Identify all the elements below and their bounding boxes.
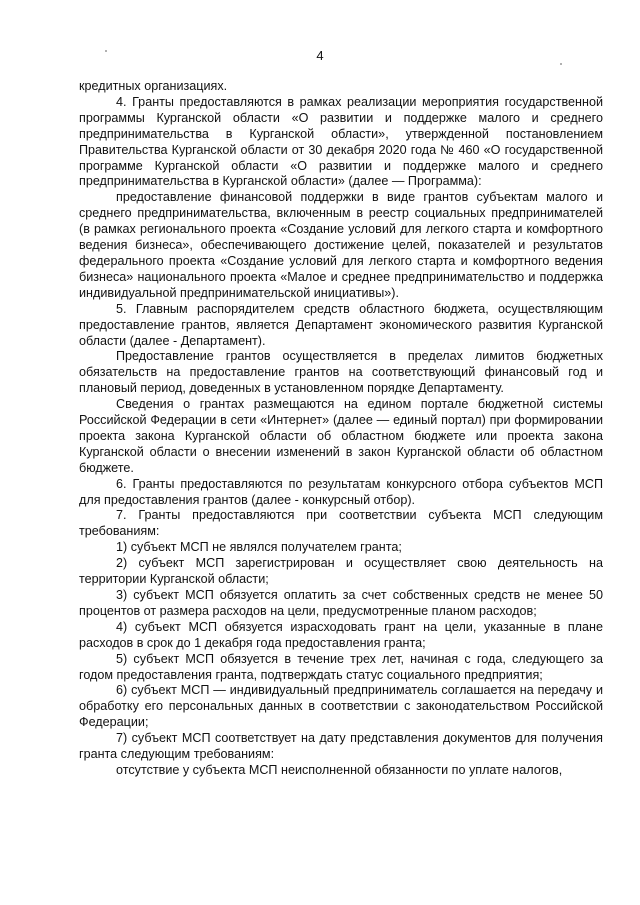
paragraph: 6. Гранты предоставляются по результатам конкурсного отбора субъектов МСП для предоставления грантов (далее - конкурсный отбор). xyxy=(79,476,603,507)
scan-speck xyxy=(560,63,562,65)
paragraph: 1) субъект МСП не являлся получателем гранта; xyxy=(116,540,402,555)
paragraph: 6) субъект МСП — индивидуальный предприниматель соглашается на передачу и обработку его персональных данных в соответствии с законодательством Российской Федерации; xyxy=(79,683,603,730)
paragraph: 5. Главным распорядителем средств областного бюджета, осуществляющим предоставление грантов, является Департамент экономического развития Курганской области (далее - Департамент). xyxy=(79,301,603,348)
paragraph: 7) субъект МСП соответствует на дату представления документов для получения гранта следующим требованиям: xyxy=(79,731,603,762)
paragraph: 5) субъект МСП обязуется в течение трех лет, начиная с года, следующего за годом предоставления гранта, подтверждать статус социального предприятия; xyxy=(79,651,603,682)
paragraph: 2) субъект МСП зарегистрирован и осуществляет свою деятельность на территории Курганской области; xyxy=(79,556,603,587)
paragraph: 7. Гранты предоставляются при соответствии субъекта МСП следующим требованиям: xyxy=(79,508,603,539)
paragraph: 4) субъект МСП обязуется израсходовать грант на цели, указанные в плане расходов в срок до 1 декабря года предоставления гранта; xyxy=(79,619,603,650)
paragraph: отсутствие у субъекта МСП неисполненной обязанности по уплате налогов, xyxy=(116,762,563,777)
document-body xyxy=(79,79,603,779)
paragraph: предоставление финансовой поддержки в виде грантов субъектам малого и среднего предпринимательства, включенным в реестр социальных предпринимателей (в рамках регионального проекта «Создание условий для легкого старта и комфортного ведения бизнеса», обеспечивающего достижение целей, показателей и результатов федерального проекта «Создание условий для легкого старта и комфортного ведения бизнеса» национального проекта «Малое и среднее предпринимательство и поддержка индивидуальной предпринимательской инициативы»). xyxy=(79,190,603,300)
paragraph: 3) субъект МСП обязуется оплатить за счет собственных средств не менее 50 процентов от размера расходов на цели, предусмотренные планом расходов; xyxy=(79,588,603,618)
paragraph: кредитных организациях. xyxy=(79,79,228,93)
paragraph: 4. Гранты предоставляются в рамках реализации мероприятия государственной программы Курганской области «О развитии и поддержке малого и среднего предпринимательства в Курганской области», утвержденной постановлением Правительства Курганской области от 30 декабря 2020 года № 460 «О государственной программе Курганской области «О развитии и поддержке малого и среднего предпринимательства в Курганской области» (далее — Программа): xyxy=(79,94,603,189)
paragraph: Сведения о грантах размещаются на едином портале бюджетной системы Российской Федерации в сети «Интернет» (далее — единый портал) при формировании проекта закона Курганской области об областном бюджете или проекта закона Курганской области о внесении изменений в закон Курганской области об областном бюджете. xyxy=(79,397,603,475)
page-number: 4 xyxy=(316,48,324,63)
paragraph: Предоставление грантов осуществляется в пределах лимитов бюджетных обязательств на предоставление грантов на соответствующий финансовый год и плановый период, доведенных в установленном порядке Департаменту. xyxy=(79,349,603,396)
